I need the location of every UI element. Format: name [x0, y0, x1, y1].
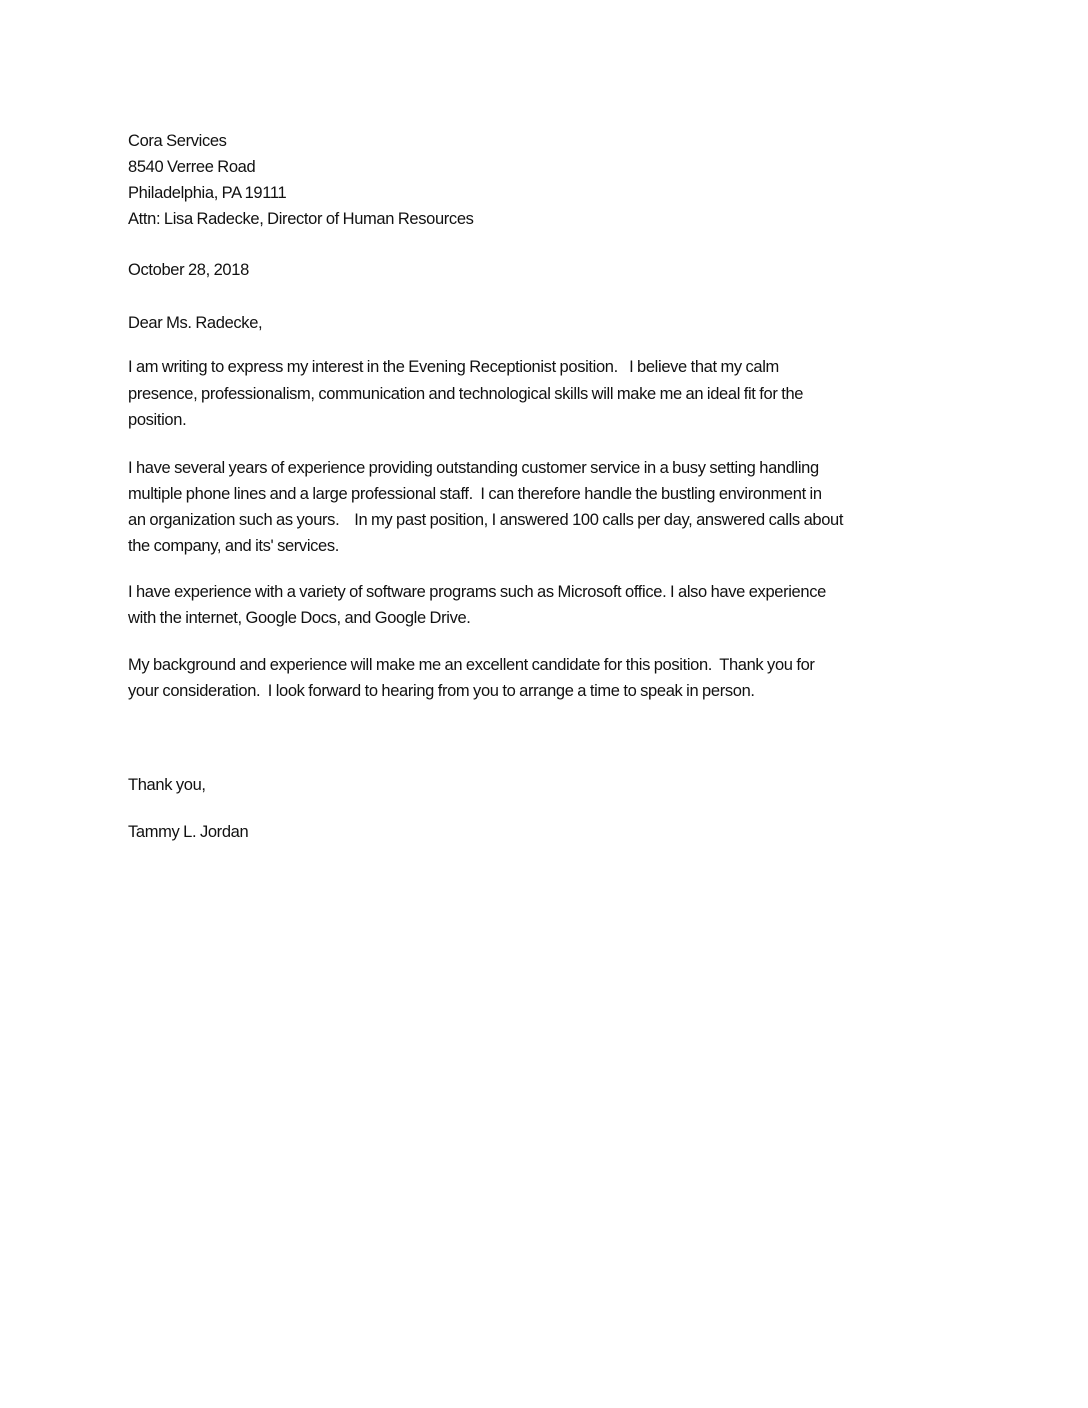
- recipient-company: Cora Services: [128, 132, 227, 150]
- paragraph-line: I have several years of experience providing outstanding customer service in a busy setting handling: [128, 459, 819, 477]
- recipient-street: 8540 Verree Road: [128, 158, 256, 176]
- paragraph-line: I have experience with a variety of software programs such as Microsoft office. I also have experience: [128, 583, 826, 601]
- paragraph-line: with the internet, Google Docs, and Google Drive.: [128, 609, 471, 627]
- letter-date: October 28, 2018: [128, 261, 249, 279]
- paragraph-line: multiple phone lines and a large professional staff. I can therefore handle the bustling environment in: [128, 485, 822, 503]
- signature-name: Tammy L. Jordan: [128, 823, 249, 841]
- paragraph-line: My background and experience will make me an excellent candidate for this position. Thank you for: [128, 656, 815, 674]
- paragraph-line: an organization such as yours. In my past position, I answered 100 calls per day, answered calls about: [128, 511, 844, 529]
- recipient-city-state-zip: Philadelphia, PA 19111: [128, 184, 287, 202]
- salutation: Dear Ms. Radecke,: [128, 314, 263, 332]
- closing: Thank you,: [128, 776, 206, 794]
- recipient-attention: Attn: Lisa Radecke, Director of Human Resources: [128, 210, 474, 228]
- paragraph-line: presence, professionalism, communication and technological skills will make me an ideal fit for the: [128, 385, 804, 403]
- paragraph-line: position.: [128, 411, 187, 429]
- paragraph-line: the company, and its' services.: [128, 537, 340, 555]
- paragraph-line: your consideration. I look forward to hearing from you to arrange a time to speak in person.: [128, 682, 755, 700]
- paragraph-line: I am writing to express my interest in the Evening Receptionist position. I believe that my calm: [128, 358, 779, 376]
